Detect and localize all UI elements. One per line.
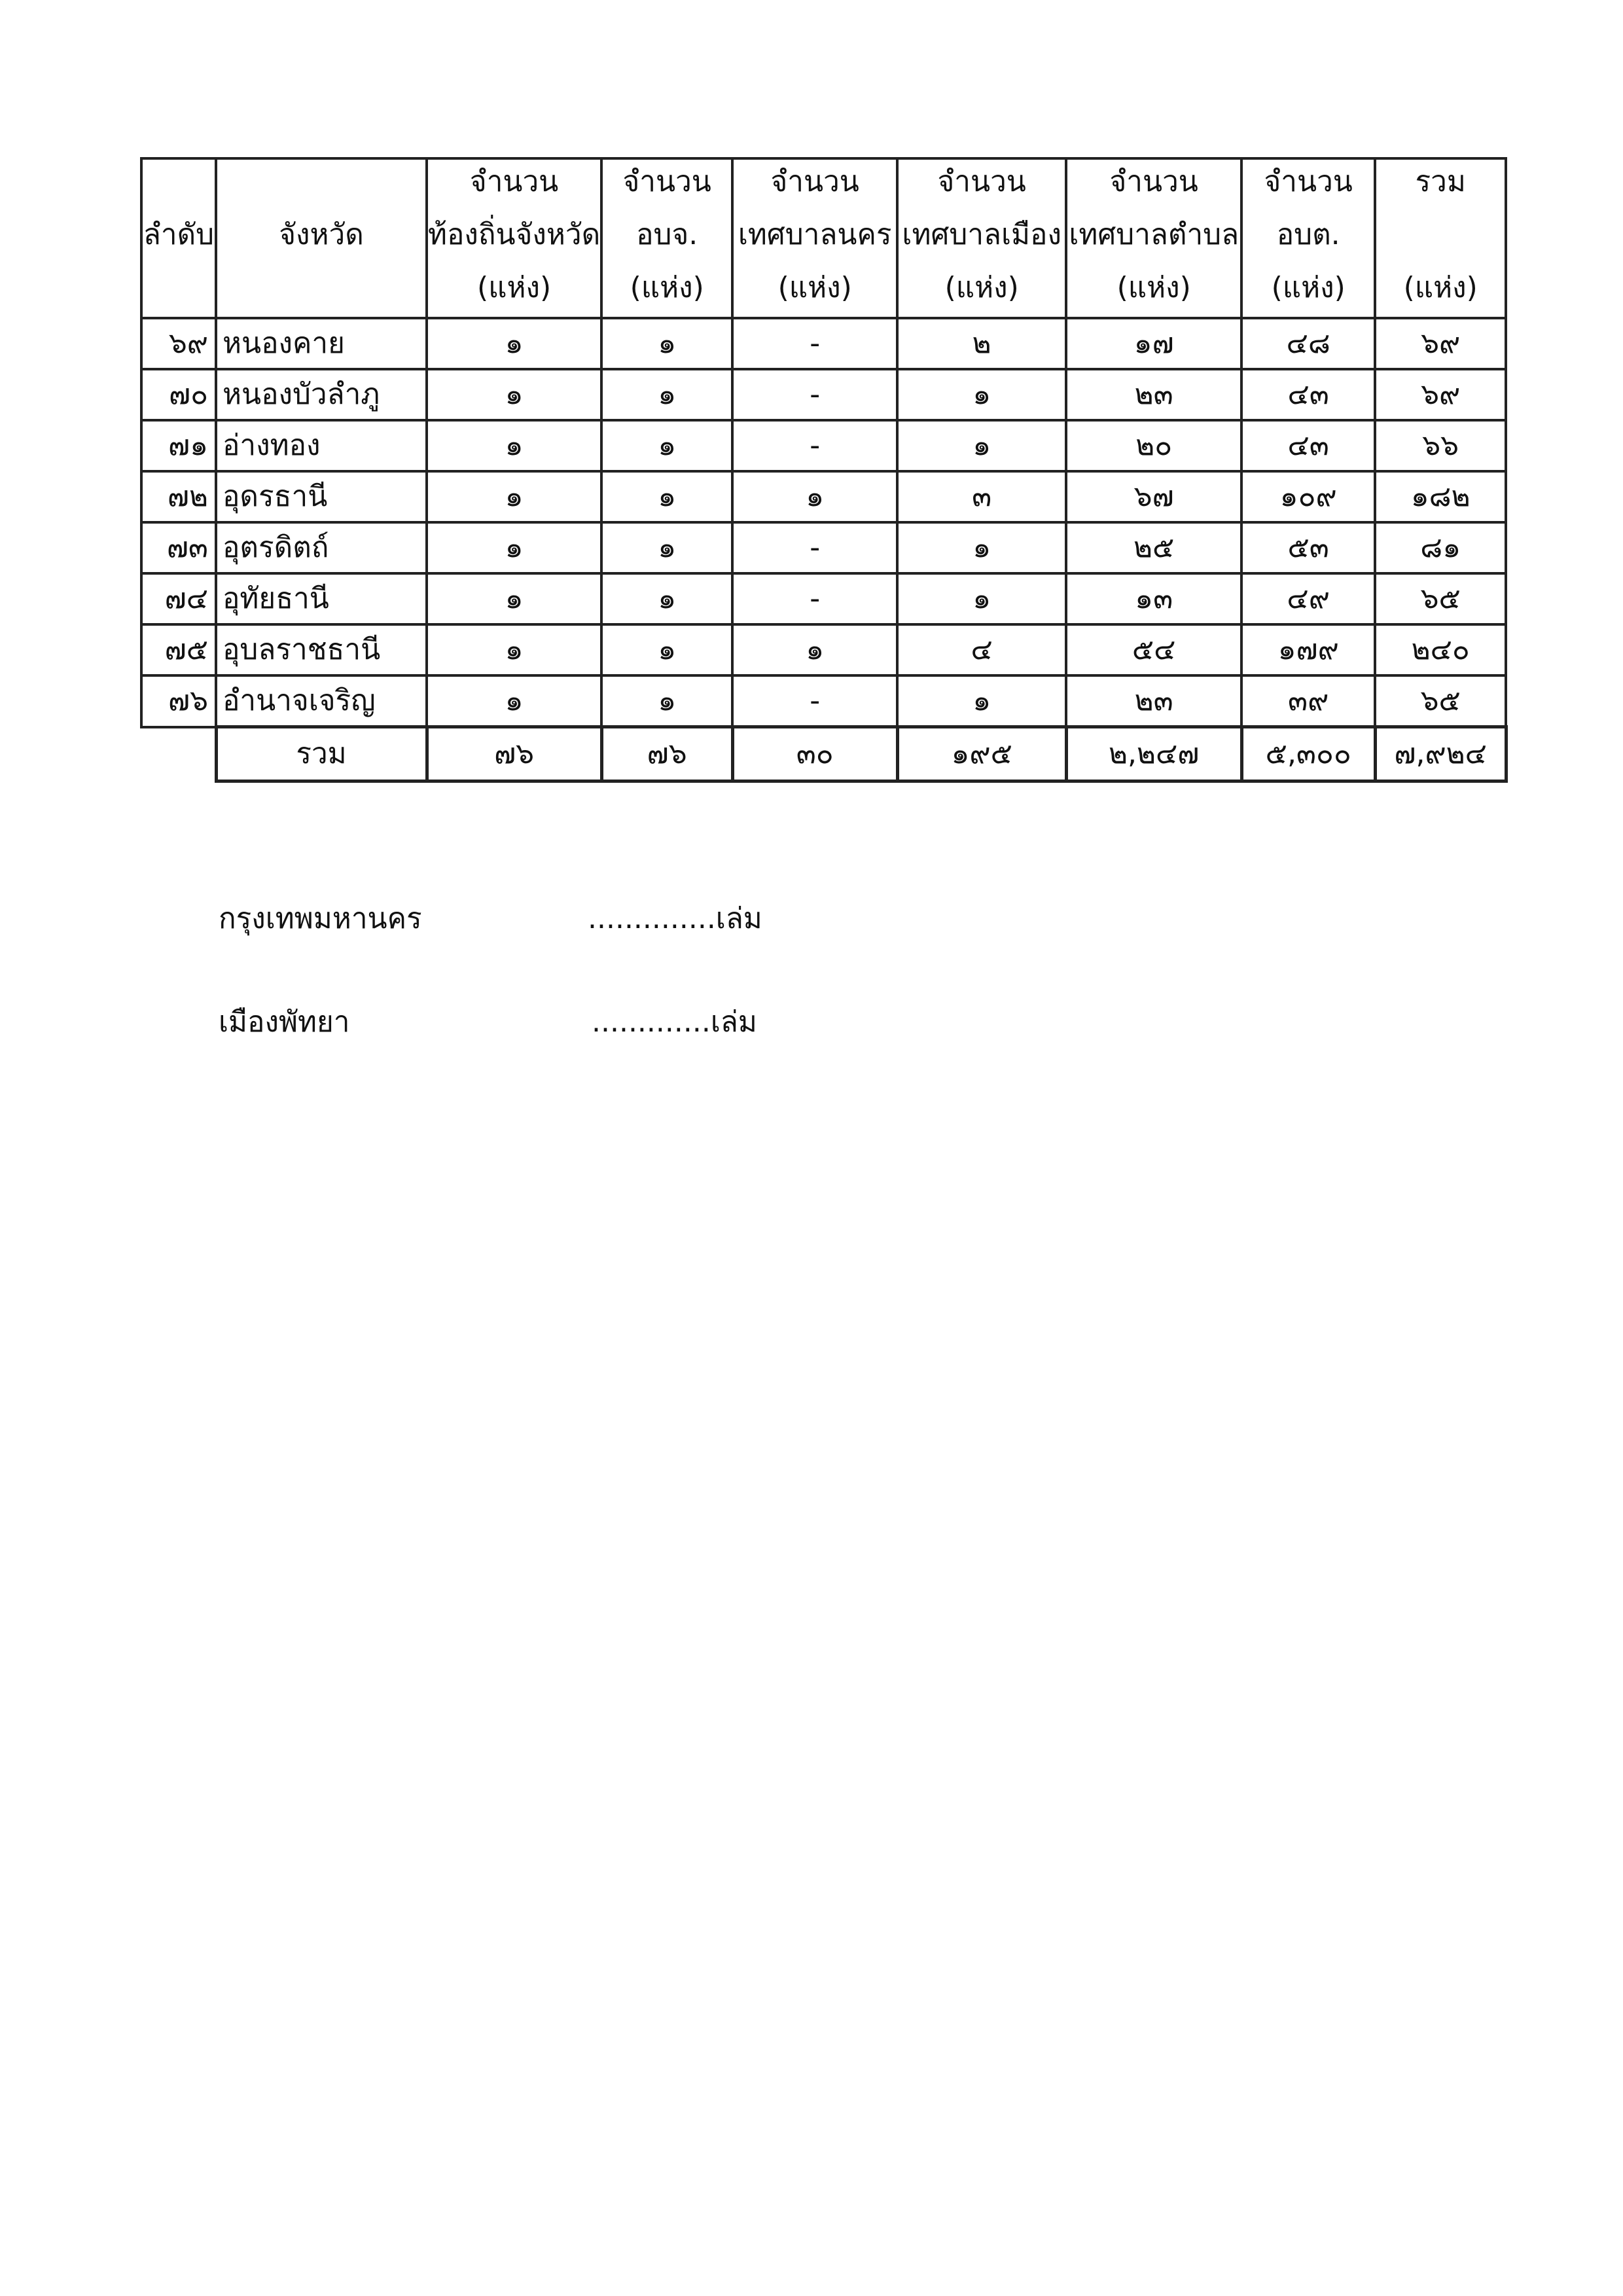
table-row [141,471,1506,522]
cell-province: หนองบัวลำภู [216,369,427,420]
cell-total: ๘๑ [1375,522,1506,573]
header-city-municipality: จำนวน เทศบาลนคร (แห่ง) [732,158,897,318]
cell-pao: ๑ [601,318,732,369]
cell-subdistrict: ๒๓ [1066,675,1241,727]
cell-seq: ๖๙ [141,318,216,369]
cell-sao: ๔๘ [1241,318,1375,369]
cell-subdistrict: ๑๓ [1066,573,1241,624]
cell-local: ๑ [427,318,601,369]
local-government-table [140,157,1508,783]
footer-bangkok-value: ..............เล่ม [588,902,762,935]
table-row [141,624,1506,675]
cell-sao: ๕๓ [1241,522,1375,573]
header-seq: ลำดับ [141,158,216,318]
totals-town: ๑๙๕ [897,727,1066,781]
totals-subdistrict: ๒,๒๔๗ [1066,727,1241,781]
cell-pao: ๑ [601,624,732,675]
header-total: รวม (แห่ง) [1375,158,1506,318]
cell-subdistrict: ๒๓ [1066,369,1241,420]
cell-seq: ๗๖ [141,675,216,727]
cell-seq: ๗๒ [141,471,216,522]
cell-subdistrict: ๖๗ [1066,471,1241,522]
table-row [141,522,1506,573]
cell-sao: ๔๓ [1241,369,1375,420]
cell-province: หนองคาย [216,318,427,369]
cell-sao: ๔๓ [1241,420,1375,471]
cell-pao: ๑ [601,522,732,573]
cell-city: - [732,318,897,369]
cell-town: ๑ [897,675,1066,727]
cell-subdistrict: ๑๗ [1066,318,1241,369]
table-row [141,369,1506,420]
totals-row [141,727,1506,781]
header-local: จำนวน ท้องถิ่นจังหวัด (แห่ง) [427,158,601,318]
cell-sao: ๑๗๙ [1241,624,1375,675]
cell-subdistrict: ๕๔ [1066,624,1241,675]
cell-city: - [732,573,897,624]
cell-province: อำนาจเจริญ [216,675,427,727]
cell-total: ๑๘๒ [1375,471,1506,522]
cell-local: ๑ [427,675,601,727]
table-row [141,420,1506,471]
cell-town: ๑ [897,573,1066,624]
cell-province: อุดรธานี [216,471,427,522]
totals-sao: ๕,๓๐๐ [1241,727,1375,781]
header-pao: จำนวน อบจ. (แห่ง) [601,158,732,318]
cell-town: ๑ [897,369,1066,420]
cell-subdistrict: ๒๐ [1066,420,1241,471]
cell-city: - [732,675,897,727]
cell-local: ๑ [427,369,601,420]
cell-sao: ๓๙ [1241,675,1375,727]
footer-pattaya-label: เมืองพัทยา [219,1005,350,1039]
totals-label: รวม [216,727,427,781]
cell-total: ๖๙ [1375,369,1506,420]
cell-seq: ๗๓ [141,522,216,573]
cell-total: ๖๙ [1375,318,1506,369]
cell-seq: ๗๑ [141,420,216,471]
cell-seq: ๗๕ [141,624,216,675]
header-sao: จำนวน อบต. (แห่ง) [1241,158,1375,318]
footer-pattaya-value: .............เล่ม [592,1005,757,1039]
cell-pao: ๑ [601,471,732,522]
footer-bangkok-label: กรุงเทพมหานคร [219,902,422,935]
cell-city: - [732,369,897,420]
cell-city: - [732,522,897,573]
table-row [141,675,1506,727]
cell-pao: ๑ [601,573,732,624]
cell-seq: ๗๔ [141,573,216,624]
totals-total: ๗,๙๒๔ [1375,727,1506,781]
cell-total: ๖๖ [1375,420,1506,471]
totals-blank-cell [141,727,216,781]
cell-sao: ๔๙ [1241,573,1375,624]
table-row [141,318,1506,369]
cell-local: ๑ [427,420,601,471]
table-header-row [141,158,1506,318]
cell-local: ๑ [427,624,601,675]
cell-province: อุตรดิตถ์ [216,522,427,573]
cell-town: ๒ [897,318,1066,369]
cell-province: อุบลราชธานี [216,624,427,675]
cell-sao: ๑๐๙ [1241,471,1375,522]
cell-subdistrict: ๒๕ [1066,522,1241,573]
header-province: จังหวัด [216,158,427,318]
cell-pao: ๑ [601,675,732,727]
cell-local: ๑ [427,471,601,522]
totals-city: ๓๐ [732,727,897,781]
cell-city: ๑ [732,471,897,522]
cell-town: ๑ [897,522,1066,573]
cell-province: อุทัยธานี [216,573,427,624]
table-body [141,318,1506,727]
cell-pao: ๑ [601,420,732,471]
cell-local: ๑ [427,573,601,624]
cell-total: ๒๔๐ [1375,624,1506,675]
cell-pao: ๑ [601,369,732,420]
cell-town: ๔ [897,624,1066,675]
cell-town: ๓ [897,471,1066,522]
header-town-municipality: จำนวน เทศบาลเมือง (แห่ง) [897,158,1066,318]
cell-total: ๖๕ [1375,675,1506,727]
totals-pao: ๗๖ [601,727,732,781]
cell-province: อ่างทอง [216,420,427,471]
cell-town: ๑ [897,420,1066,471]
header-subdistrict-municipality: จำนวน เทศบาลตำบล (แห่ง) [1066,158,1241,318]
cell-city: - [732,420,897,471]
cell-local: ๑ [427,522,601,573]
cell-city: ๑ [732,624,897,675]
table-row [141,573,1506,624]
totals-local: ๗๖ [427,727,601,781]
cell-seq: ๗๐ [141,369,216,420]
cell-total: ๖๕ [1375,573,1506,624]
